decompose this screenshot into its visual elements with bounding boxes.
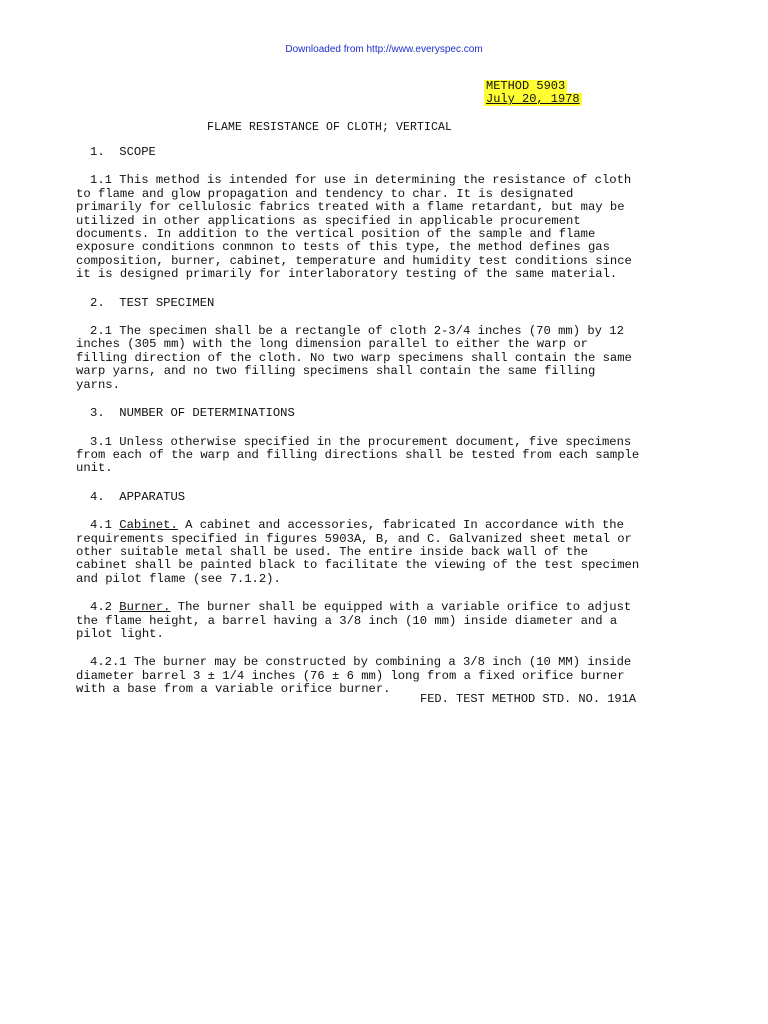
paragraph-burner [76, 601, 646, 641]
paragraph: 3.1 Unless otherwise specified in the procurement document, five specimens from each of the warp and filling directions shall be tested from each sample unit. [76, 434, 640, 476]
section-test-specimen [76, 297, 646, 392]
paragraph: 2.1 The specimen shall be a rectangle of cloth 2-3/4 inches (70 mm) by 12 inches (305 mm) with the long dimension parallel to either the warp or filling direction of the cloth. No two warp specimens shall contain the same warp yarns, and no two filling specimens shall contain the same filling yarns. [76, 324, 632, 392]
paragraph-text: A cabinet and accessories, fabricated In accordance with the requirements specified in figures 5903A, B, and C. Galvanized sheet metal or other suitable metal shall be used. The entire inside back wall of the cabinet shall be painted black to facilitate the viewing of the test specimen and pilot flame (see 7.1.2). [76, 518, 640, 586]
term-cabinet: Cabinet. [119, 518, 178, 533]
paragraph-number: 4.1 [90, 518, 120, 533]
section-heading: 4. APPARATUS [90, 489, 186, 504]
document-body [76, 146, 646, 712]
document-title: FLAME RESISTANCE OF CLOTH; VERTICAL [207, 121, 453, 134]
section-apparatus [76, 491, 646, 697]
download-source-link[interactable]: Downloaded from http://www.everyspec.com [285, 44, 483, 55]
method-identifier [484, 80, 582, 106]
footer-standard-number: FED. TEST METHOD STD. NO. 191A [420, 692, 637, 706]
section-heading: 1. SCOPE [90, 145, 156, 159]
section-scope [76, 146, 646, 282]
paragraph-number: 4.2 [90, 600, 120, 615]
term-burner: Burner. [119, 600, 171, 615]
paragraph: 1.1 This method is intended for use in determining the resistance of cloth to flame and glow propagation and tendency to char. It is designated primarily for cellulosic fabrics treated with a flame retardant, but may be utilized in other applications as specified in applicable procurement documents. In addition to the vertical position of the sample and flame exposure conditions conmnon to tests of this type, the method defines gas composition, burner, cabinet, temperature and humidity test conditions since it is designed primarily for interlaboratory testing of the same material. [76, 173, 632, 282]
paragraph-text: The burner shall be equipped with a variable orifice to adjust the flame height, a barrel having a 3/8 inch (10 mm) inside diameter and a pilot light. [76, 600, 632, 641]
method-date: July 20, 1978 [486, 92, 580, 106]
method-number: METHOD 5903 [486, 79, 566, 93]
paragraph-burner-construction: 4.2.1 The burner may be constructed by combining a 3/8 inch (10 MM) inside diameter barrel 3 ± 1/4 inches (76 ± 6 mm) long from a fixed orifice burner with a base from a variable orifice burner. [76, 655, 632, 697]
paragraph-cabinet [76, 519, 646, 586]
section-heading: 2. TEST SPECIMEN [90, 295, 215, 310]
section-number-of-determinations [76, 407, 646, 476]
section-heading: 3. NUMBER OF DETERMINATIONS [90, 406, 295, 421]
